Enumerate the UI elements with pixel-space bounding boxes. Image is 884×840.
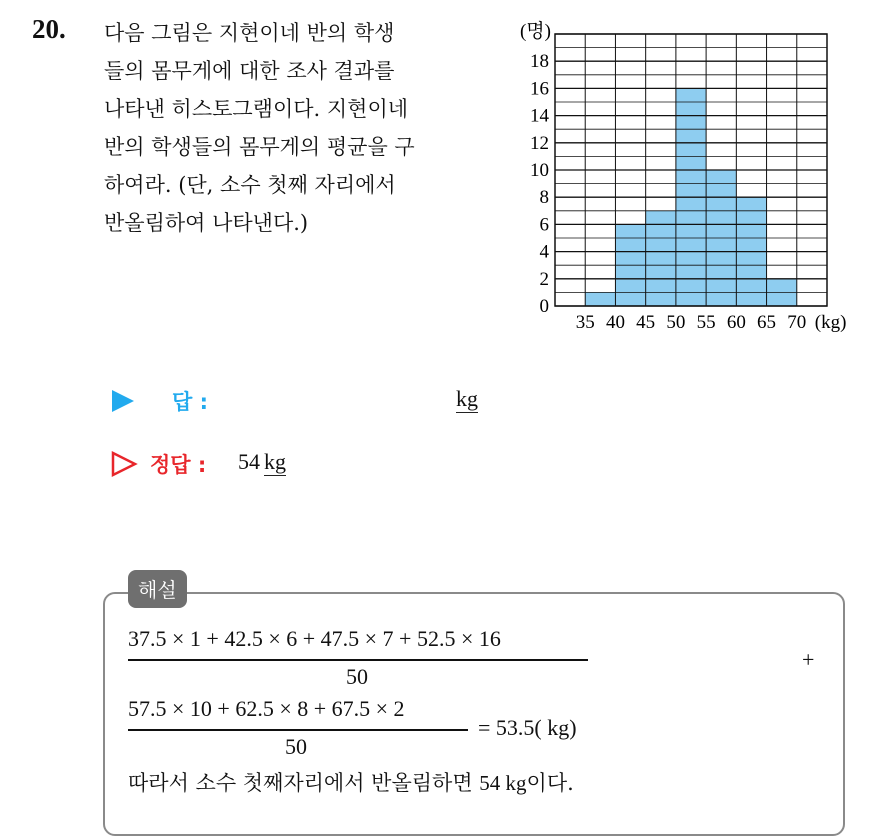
question-line: 다음 그림은 지현이네 반의 학생: [104, 21, 395, 45]
outline-triangle-icon: [110, 450, 138, 478]
y-tick-label: 0: [539, 296, 549, 317]
question-line: 하여라. (단, 소수 첫째 자리에서: [104, 173, 396, 197]
correct-answer-label: 정답 :: [150, 453, 207, 477]
fraction-denominator: 50: [346, 664, 368, 689]
correct-answer-unit: kg: [264, 449, 286, 474]
question-line: 들의 몸무게에 대한 조사 결과를: [104, 59, 395, 83]
y-tick-label: 18: [530, 51, 549, 73]
solution-tag: 해설: [128, 570, 187, 608]
answer-unit: kg: [456, 386, 478, 411]
correct-answer-value: 54: [238, 449, 260, 474]
fraction-numerator: 37.5 × 1 + 42.5 × 6 + 47.5 × 7 + 52.5 × 16: [128, 626, 501, 651]
y-tick-label: 8: [539, 187, 549, 209]
y-tick-label: 10: [530, 160, 549, 181]
y-axis-label: (명): [519, 21, 551, 42]
plus-sign: +: [802, 647, 815, 672]
fraction-bar: [128, 729, 468, 731]
histogram-chart: [500, 14, 860, 340]
x-axis-label: (kg): [814, 312, 847, 333]
y-tick-label: 2: [539, 268, 549, 290]
y-tick-label: 4: [539, 241, 549, 263]
x-tick-label: 65: [757, 312, 777, 333]
question-number: 20.: [32, 14, 66, 44]
fraction-denominator: 50: [285, 734, 307, 759]
y-tick-label: 14: [530, 105, 549, 127]
x-tick-label: 45: [636, 312, 656, 333]
result-expression: = 53.5( kg): [478, 715, 577, 740]
question-line: 나타낸 히스토그램이다. 지현이네: [104, 97, 409, 121]
x-tick-label: 40: [605, 312, 625, 333]
fraction-bar: [128, 659, 588, 661]
y-tick-label: 16: [530, 78, 549, 100]
x-tick-label: 60: [726, 312, 746, 333]
solution-conclusion: [128, 767, 574, 797]
question-line: 반올림하여 나타낸다.): [104, 211, 309, 235]
answer-label: 답 :: [172, 390, 208, 414]
question-line: 반의 학생들의 몸무게의 평균을 구: [104, 135, 415, 159]
histogram-bar: [585, 292, 615, 306]
fraction-numerator: 57.5 × 10 + 62.5 × 8 + 67.5 × 2: [128, 696, 405, 721]
play-triangle-icon: [110, 388, 136, 414]
histogram-bar: [646, 211, 676, 306]
conclusion-text: 따라서 소수 첫째자리에서 반올림하면: [128, 771, 473, 795]
conclusion-text-end: 이다.: [526, 771, 574, 795]
y-tick-label: 12: [530, 132, 549, 154]
question-text: [104, 14, 484, 242]
x-tick-label: 70: [787, 312, 807, 333]
x-tick-label: 35: [575, 312, 595, 333]
x-tick-label: 50: [666, 312, 686, 333]
conclusion-value: 54 kg: [479, 771, 527, 795]
x-tick-label: 55: [696, 312, 716, 333]
y-tick-label: 6: [539, 214, 549, 236]
